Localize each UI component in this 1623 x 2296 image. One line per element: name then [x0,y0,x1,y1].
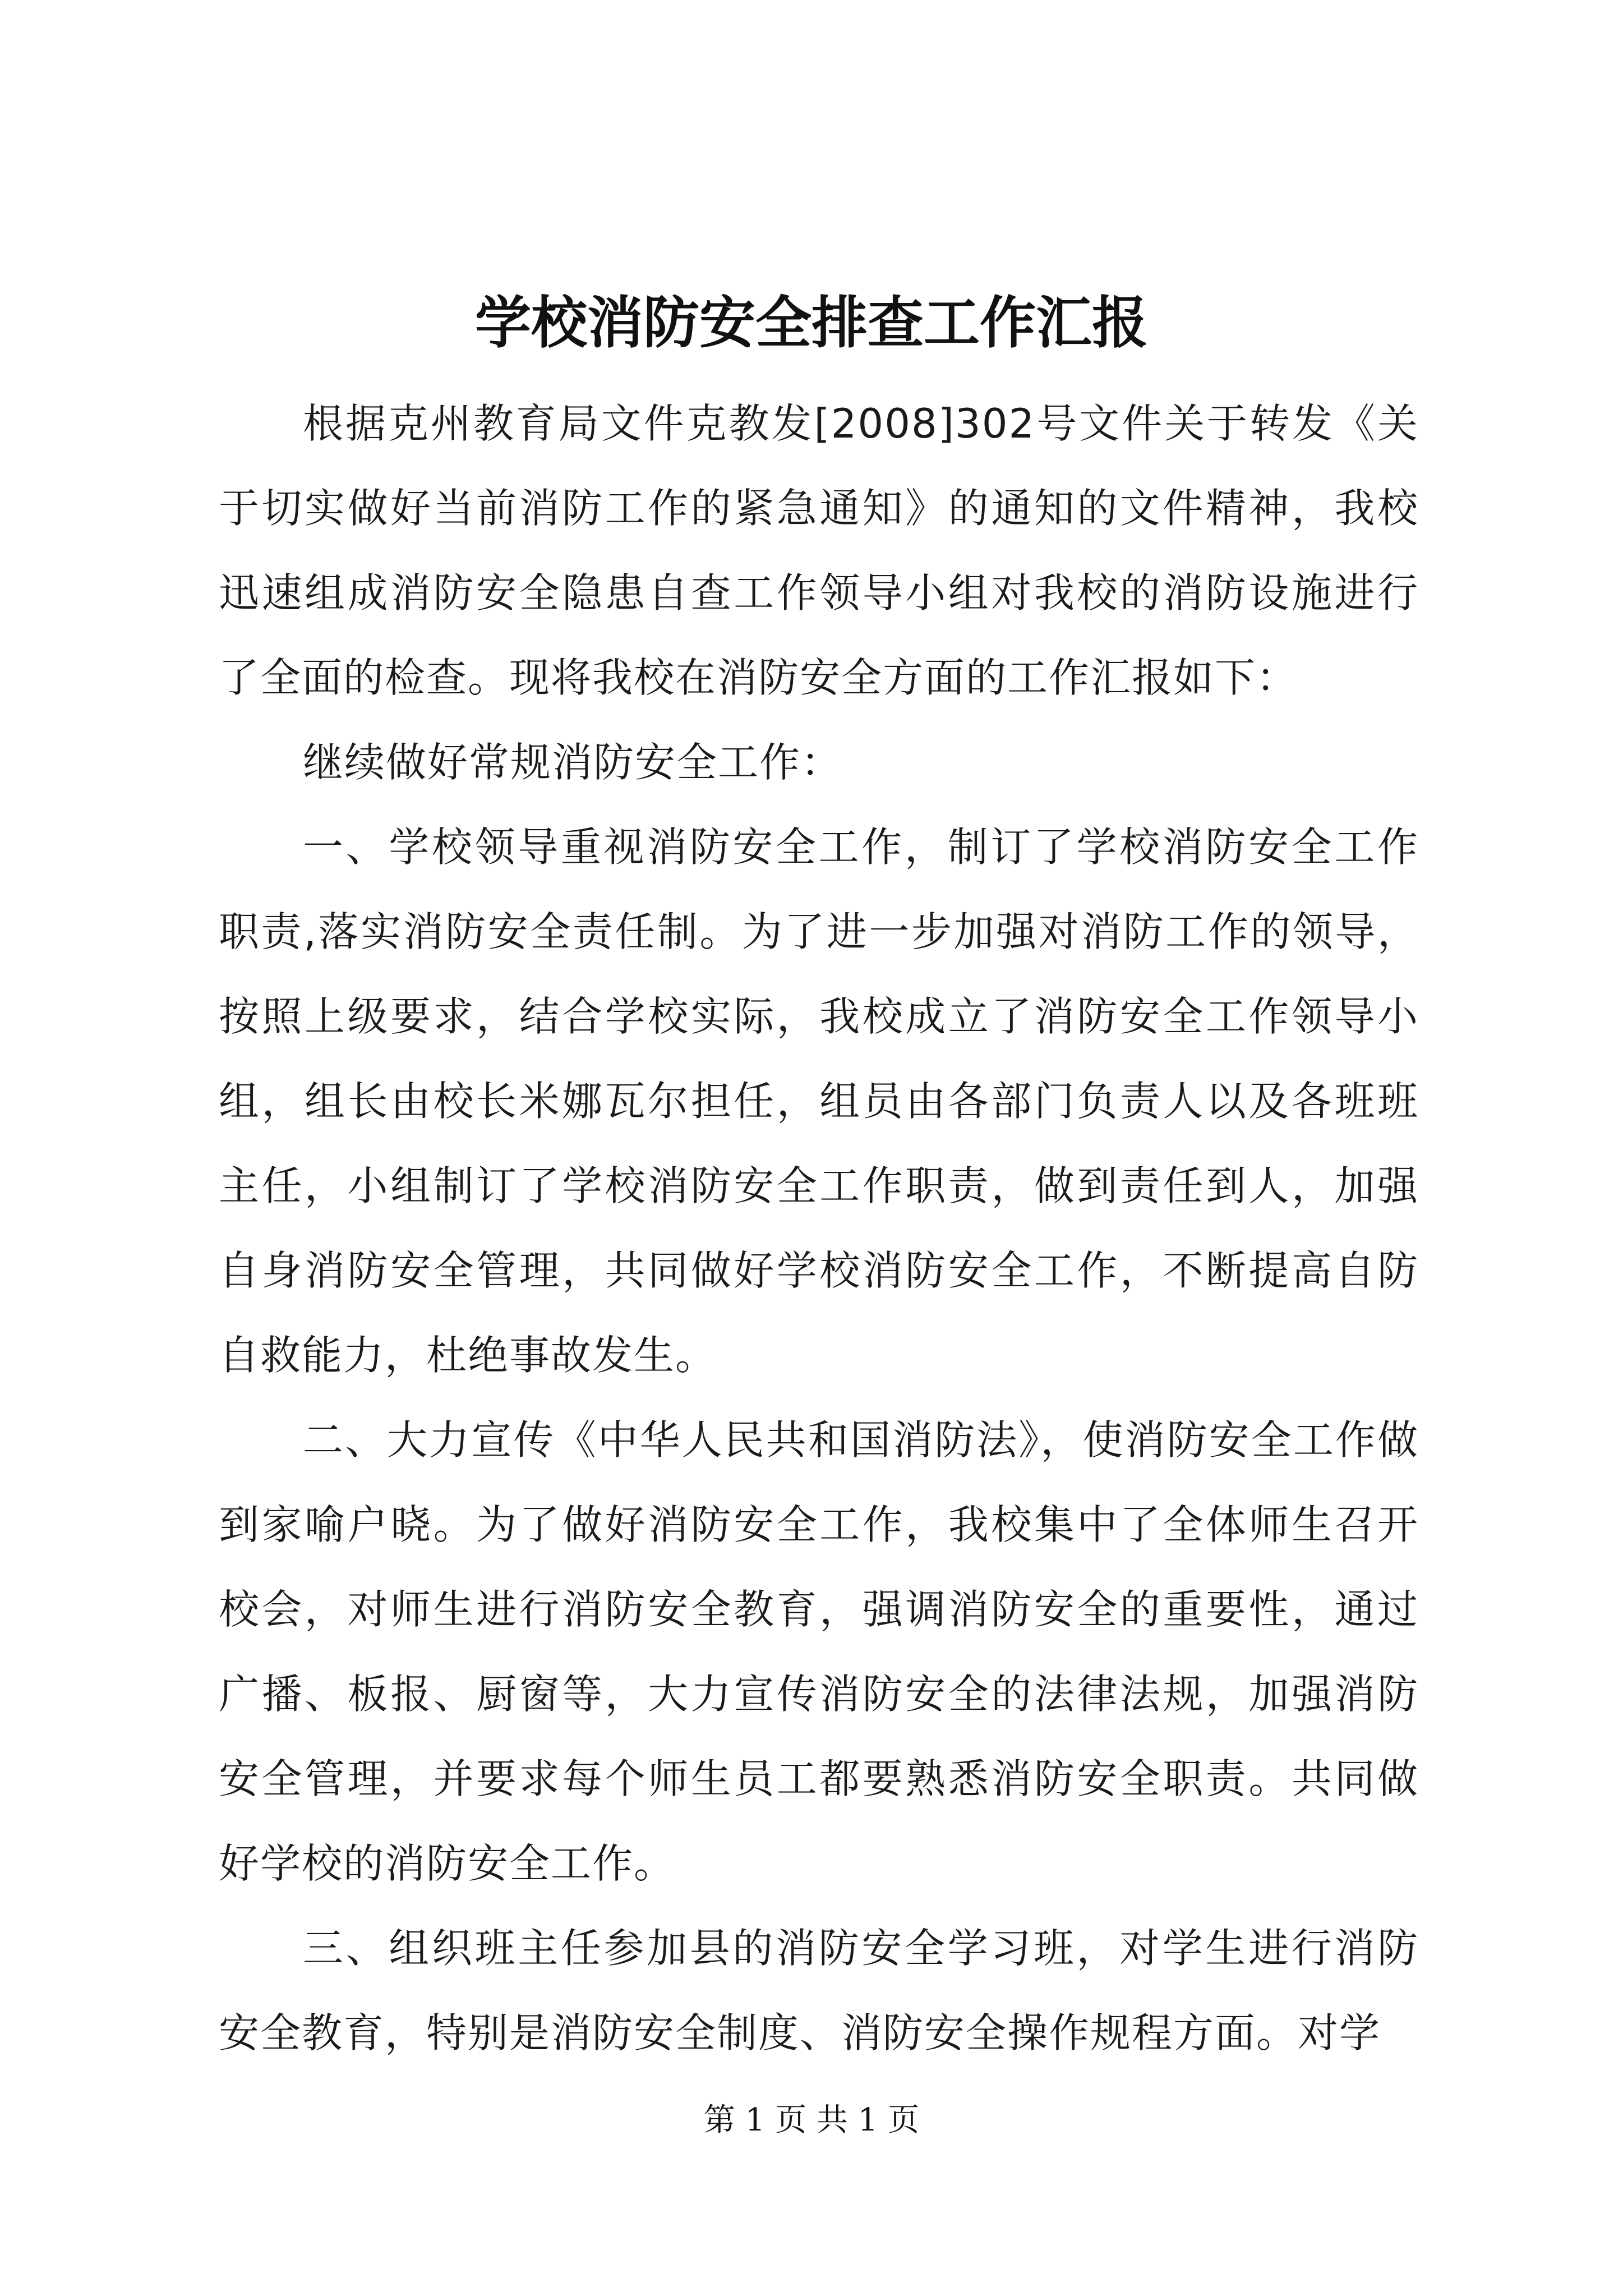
document-body [219,381,1419,2076]
paragraph-intro: 根据克州教育局文件克教发[2008]302号文件关于转发《关于切实做好当前消防工作的紧急通知》的通知的文件精神，我校迅速组成消防安全隐患自查工作领导小组对我校的消防设施进行了全面的检查。现将我校在消防安全方面的工作汇报如下： [219,400,1419,701]
paragraph-section-2: 二、大力宣传《中华人民共和国消防法》，使消防安全工作做到家喻户晓。为了做好消防安全工作，我校集中了全体师生召开校会，对师生进行消防安全教育，强调消防安全的重要性，通过广播、板报、厨窗等，大力宣传消防安全的法律法规，加强消防安全管理，并要求每个师生员工都要熟悉消防安全职责。共同做好学校的消防安全工作。 [219,1416,1419,1887]
page-footer: 第 1 页 共 1 页 [703,2102,920,2138]
document-title: 学校消防安全排查工作汇报 [475,289,1148,356]
paragraph-section-1: 一、学校领导重视消防安全工作，制订了学校消防安全工作职责,落实消防安全责任制。为了进一步加强对消防工作的领导，按照上级要求，结合学校实际，我校成立了消防安全工作领导小组，组长由校长米娜瓦尔担任，组员由各部门负责人以及各班班主任，小组制订了学校消防安全工作职责，做到责任到人，加强自身消防安全管理，共同做好学校消防安全工作，不断提高自防自救能力，杜绝事故发生。 [219,823,1419,1379]
paragraph-section-3: 三、组织班主任参加县的消防安全学习班，对学生进行消防安全教育，特别是消防安全制度、消防安全操作规程方面。对学 [219,1925,1419,2056]
paragraph-subheading: 继续做好常规消防安全工作： [303,739,843,786]
